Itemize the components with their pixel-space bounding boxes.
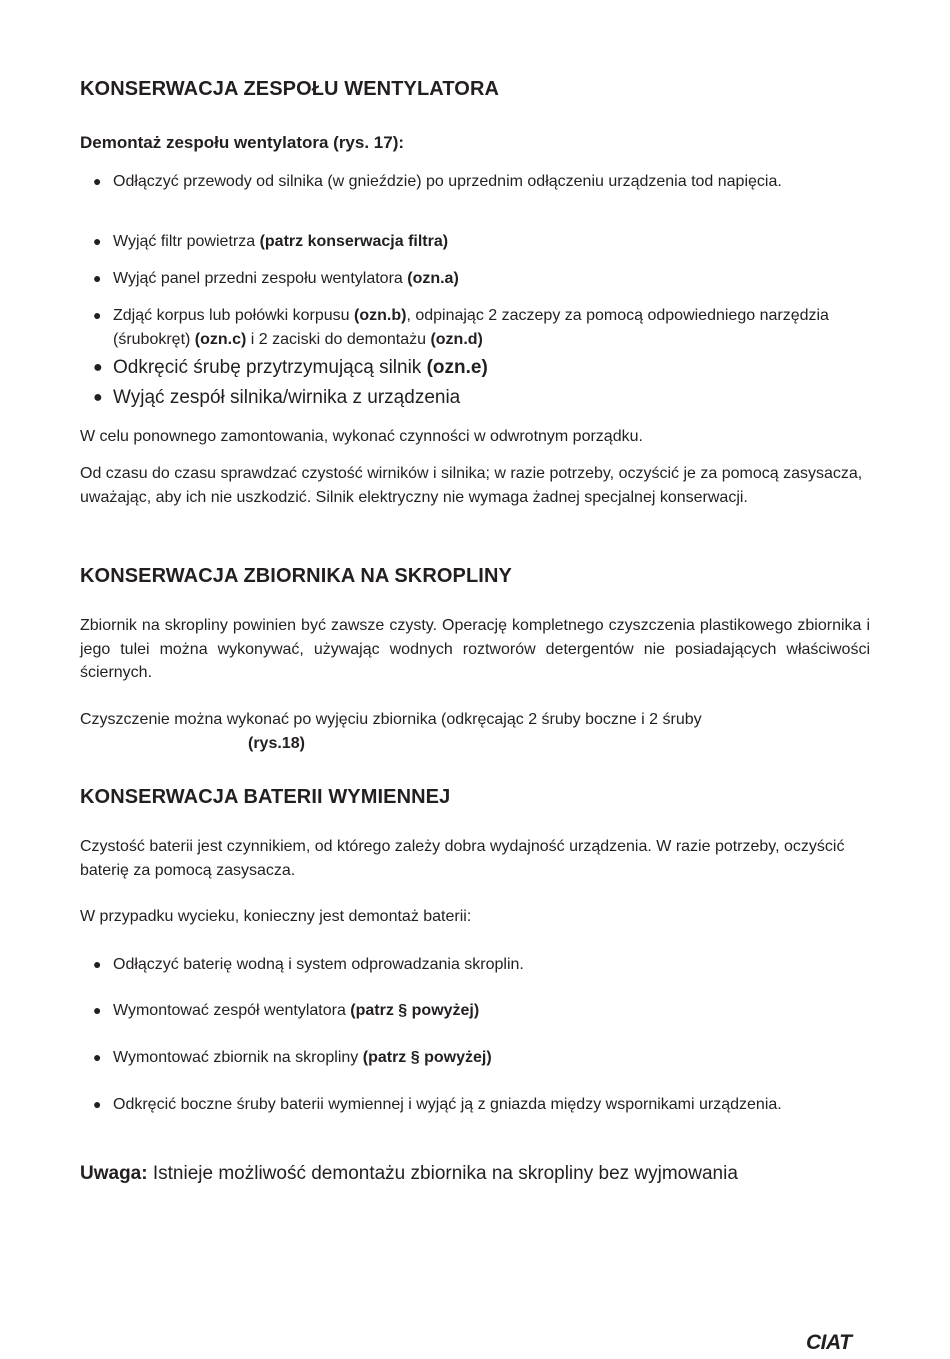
paragraph-fan-cleaning: Od czasu do czasu sprawdzać czystość wirników i silnika; w razie potrzeby, oczyścić je za pomocą zasysacza, uważając, aby ich nie uszkodzić. Silnik elektryczny nie wymaga żadnej specjalnej konserwacji. [80, 465, 863, 506]
list-item: ● Wymontować zespół wentylatora (patrz § powyżej) [113, 999, 853, 1023]
bullet-icon: ● [93, 270, 102, 286]
bullet-icon: ● [93, 956, 102, 972]
list-item: ● Wyjąć panel przedni zespołu wentylatora (ozn.a) [113, 267, 853, 291]
list-item: ● Odkręcić śrubę przytrzymującą silnik (ozn.e) [113, 355, 853, 381]
paragraph-tray-removal: Czyszczenie można wykonać po wyjęciu zbiornika (odkręcając 2 śruby boczne i 2 śruby [80, 711, 702, 728]
section-title-fan: KONSERWACJA ZESPOŁU WENTYLATORA [80, 78, 500, 100]
bullet-icon: ● [93, 1096, 102, 1112]
note [80, 1161, 738, 1187]
list-item: ● Odłączyć przewody od silnika (w gnieździe) po uprzednim odłączeniu urządzenia tod napięcia. [113, 170, 853, 194]
list-item: ● Wyjąć filtr powietrza (patrz konserwacja filtra) [113, 230, 853, 254]
bullet-icon: ● [93, 1049, 102, 1065]
bullet-icon: ● [93, 307, 102, 323]
ciat-logo: CIAT [806, 1331, 852, 1354]
list-item: ● Odłączyć baterię wodną i system odprowadzania skroplin. [113, 953, 853, 977]
figure-reference: (rys.18) [248, 735, 305, 752]
list-item: ● Wyjąć zespół silnika/wirnika z urządzenia [113, 385, 853, 411]
paragraph-reassembly: W celu ponownego zamontowania, wykonać czynności w odwrotnym porządku. [80, 428, 643, 445]
paragraph-tray-cleaning: Zbiornik na skropliny powinien być zawsze czysty. Operację kompletnego czyszczenia plastikowego zbiornika i jego tulei można wykonywać, używając wodnych roztworów detergentów nie posiadających właściwości ściernych. [80, 617, 870, 681]
bullet-icon: ● [93, 233, 102, 249]
paragraph-leak: W przypadku wycieku, konieczny jest demontaż baterii: [80, 908, 472, 925]
bullet-icon: ● [93, 359, 103, 376]
note-text: Istnieje możliwość demontażu zbiornika na skropliny bez wyjmowania [147, 1163, 738, 1184]
bullet-icon: ● [93, 1002, 102, 1018]
section-title-condensate-tray: KONSERWACJA ZBIORNIKA NA SKROPLINY [80, 565, 512, 587]
section-title-heat-exchanger: KONSERWACJA BATERII WYMIENNEJ [80, 786, 451, 808]
list-item: ● Wymontować zbiornik na skropliny (patrz § powyżej) [113, 1046, 853, 1070]
bullet-icon: ● [93, 173, 102, 189]
list-item: ● Odkręcić boczne śruby baterii wymiennej i wyjąć ją z gniazda między wspornikami urządzenia. [113, 1093, 853, 1117]
bullet-icon: ● [93, 389, 103, 406]
list-item: ● Zdjąć korpus lub połówki korpusu (ozn.b), odpinając 2 zaczepy za pomocą odpowiedniego narzędzia (śrubokręt) (ozn.c) i 2 zaciski do demontażu (ozn.d) [113, 304, 853, 351]
paragraph-coil-cleaning: Czystość baterii jest czynnikiem, od którego zależy dobra wydajność urządzenia. W razie potrzeby, oczyścić baterię za pomocą zasysacza. [80, 838, 845, 879]
note-label: Uwaga: [80, 1163, 148, 1184]
subsection-title-fan-removal: Demontaż zespołu wentylatora (rys. 17): [80, 133, 405, 152]
